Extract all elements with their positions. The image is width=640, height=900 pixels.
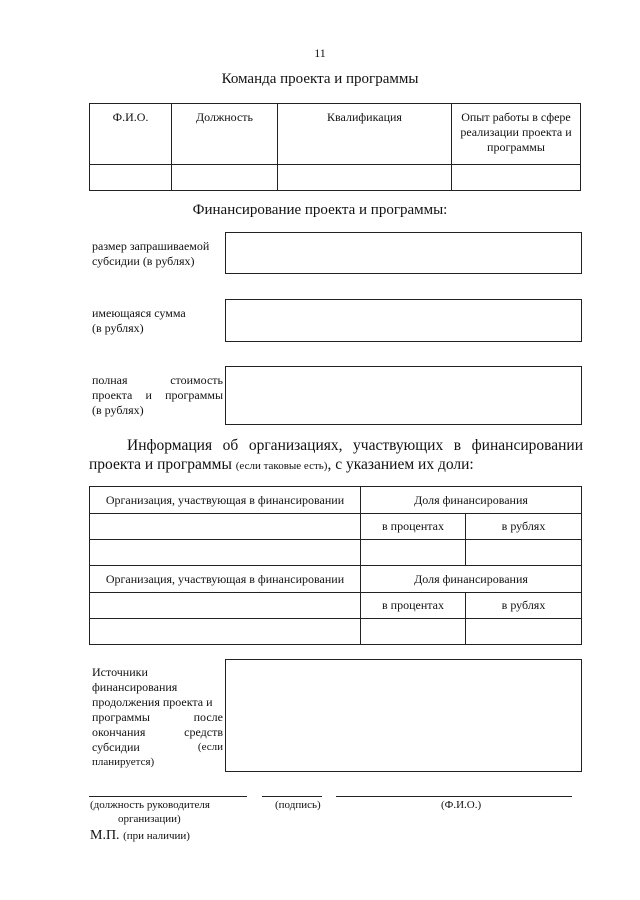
label-line: (в рублях) bbox=[92, 403, 144, 417]
percent-cell[interactable] bbox=[361, 619, 466, 645]
info-line: Информация об организациях, участвующих в финансировании bbox=[127, 437, 583, 454]
organizations-info bbox=[89, 436, 583, 476]
stamp-row bbox=[90, 828, 190, 844]
signature-line bbox=[262, 796, 322, 797]
name-line bbox=[336, 796, 572, 797]
share-header: Доля финансирования bbox=[361, 487, 582, 514]
available-sum-label bbox=[92, 306, 224, 336]
share-header: Доля финансирования bbox=[361, 566, 582, 593]
label-word: субсидии bbox=[92, 740, 140, 754]
requested-subsidy-label bbox=[92, 239, 224, 269]
team-cell[interactable] bbox=[278, 165, 452, 191]
team-header-experience: Опыт работы в сфере реализации проекта и программы bbox=[452, 104, 581, 165]
rubles-header: в рублях bbox=[466, 514, 582, 540]
position-line bbox=[89, 796, 247, 797]
label-line: имеющаяся сумма bbox=[92, 306, 186, 320]
label-line: (в рублях) bbox=[92, 321, 144, 335]
sources-field[interactable] bbox=[225, 659, 582, 772]
org-header: Организация, участвующая в финансировании bbox=[90, 487, 361, 514]
info-text: проекта и программы bbox=[89, 456, 232, 473]
label-line: проекта и программы bbox=[92, 388, 223, 402]
org-cell[interactable] bbox=[90, 619, 361, 645]
label-word: стоимость bbox=[170, 373, 223, 387]
org-cell[interactable] bbox=[90, 593, 361, 619]
info-note: (если таковые есть) bbox=[235, 460, 328, 472]
info-line bbox=[89, 455, 583, 476]
label-line: окончания средств bbox=[92, 725, 223, 739]
label-line: размер запрашиваемой bbox=[92, 239, 210, 253]
rubles-cell[interactable] bbox=[466, 619, 582, 645]
team-cell[interactable] bbox=[90, 165, 172, 191]
requested-subsidy-field[interactable] bbox=[225, 232, 582, 274]
stamp-note: (при наличии) bbox=[123, 830, 190, 842]
page-number: 11 bbox=[314, 46, 326, 60]
label-line: субсидии (в рублях) bbox=[92, 254, 195, 268]
org-header: Организация, участвующая в финансировании bbox=[90, 566, 361, 593]
rubles-header: в рублях bbox=[466, 593, 582, 619]
organizations-table bbox=[89, 486, 582, 645]
org-cell[interactable] bbox=[90, 514, 361, 540]
team-title: Команда проекта и программы bbox=[221, 71, 419, 87]
info-text: , с указанием их доли: bbox=[327, 456, 474, 473]
label-line: Источники bbox=[92, 665, 148, 679]
team-header-name: Ф.И.О. bbox=[90, 104, 172, 165]
position-caption: (должность руководителя bbox=[90, 799, 210, 811]
team-cell[interactable] bbox=[452, 165, 581, 191]
org-cell[interactable] bbox=[90, 540, 361, 566]
stamp-label: М.П. bbox=[90, 828, 120, 843]
team-table bbox=[89, 103, 581, 191]
position-caption-2: организации) bbox=[118, 813, 181, 825]
total-cost-field[interactable] bbox=[225, 366, 582, 425]
total-cost-label bbox=[92, 373, 223, 418]
label-line bbox=[92, 373, 223, 388]
team-header-qualification: Квалификация bbox=[278, 104, 452, 165]
rubles-cell[interactable] bbox=[466, 540, 582, 566]
financing-title: Финансирование проекта и программы: bbox=[192, 202, 448, 218]
available-sum-field[interactable] bbox=[225, 299, 582, 342]
signature-caption: (подпись) bbox=[275, 799, 321, 811]
label-line: программы после bbox=[92, 710, 223, 724]
label-word: полная bbox=[92, 373, 128, 387]
percent-header: в процентах bbox=[361, 514, 466, 540]
percent-header: в процентах bbox=[361, 593, 466, 619]
label-line bbox=[92, 740, 223, 755]
percent-cell[interactable] bbox=[361, 540, 466, 566]
label-line: финансирования bbox=[92, 680, 178, 694]
label-line: планируется) bbox=[92, 756, 155, 768]
name-caption: (Ф.И.О.) bbox=[441, 799, 482, 811]
label-word: (если bbox=[197, 741, 223, 753]
team-header-position: Должность bbox=[172, 104, 278, 165]
team-cell[interactable] bbox=[172, 165, 278, 191]
sources-label bbox=[92, 665, 223, 770]
label-line: продолжения проекта и bbox=[92, 695, 213, 709]
